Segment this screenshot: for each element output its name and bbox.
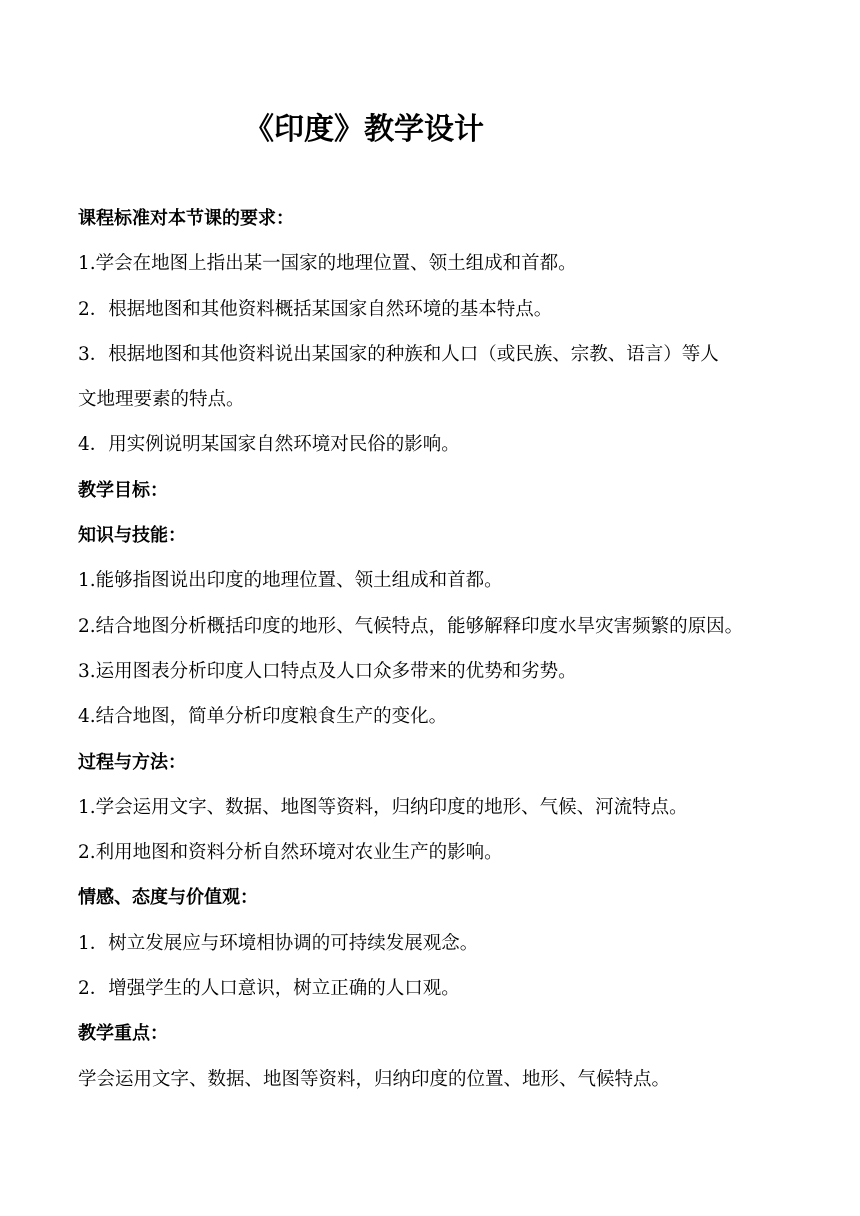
body-line: 1.能够指图说出印度的地理位置、领土组成和首都。 (78, 570, 503, 592)
body-line: 4.结合地图，简单分析印度粮食生产的变化。 (78, 706, 448, 728)
body-line: 学会运用文字、数据、地图等资料，归纳印度的位置、地形、气候特点。 (78, 1068, 671, 1090)
body-line: 2.利用地图和资料分析自然环境对农业生产的影响。 (78, 842, 503, 864)
document-title: 《印度》教学设计 (244, 112, 484, 147)
body-line: 2．根据地图和其他资料概括某国家自然环境的基本特点。 (78, 298, 553, 320)
section-heading: 教学重点： (78, 1023, 168, 1045)
body-line: 1.学会在地图上指出某一国家的地理位置、领土组成和首都。 (78, 253, 577, 275)
section-heading: 过程与方法： (78, 751, 186, 773)
body-line: 2.结合地图分析概括印度的地形、气候特点，能够解释印度水旱灾害频繁的原因。 (78, 615, 744, 637)
body-line: 1.学会运用文字、数据、地图等资料，归纳印度的地形、气候、河流特点。 (78, 796, 688, 818)
body-line: 文地理要素的特点。 (78, 389, 245, 411)
section-heading: 教学目标： (78, 479, 168, 501)
body-line: 3．根据地图和其他资料说出某国家的种族和人口（或民族、宗教、语言）等人 (78, 343, 719, 365)
section-heading: 知识与技能： (78, 525, 186, 547)
body-line: 1．树立发展应与环境相协调的可持续发展观念。 (78, 932, 479, 954)
document-body (78, 196, 798, 1102)
section-heading: 课程标准对本节课的要求： (78, 208, 294, 229)
body-line: 2．增强学生的人口意识，树立正确的人口观。 (78, 978, 460, 1000)
body-line: 3.运用图表分析印度人口特点及人口众多带来的优势和劣势。 (78, 660, 577, 682)
body-line: 4．用实例说明某国家自然环境对民俗的影响。 (78, 434, 460, 456)
section-heading: 情感、态度与价值观： (78, 887, 258, 909)
